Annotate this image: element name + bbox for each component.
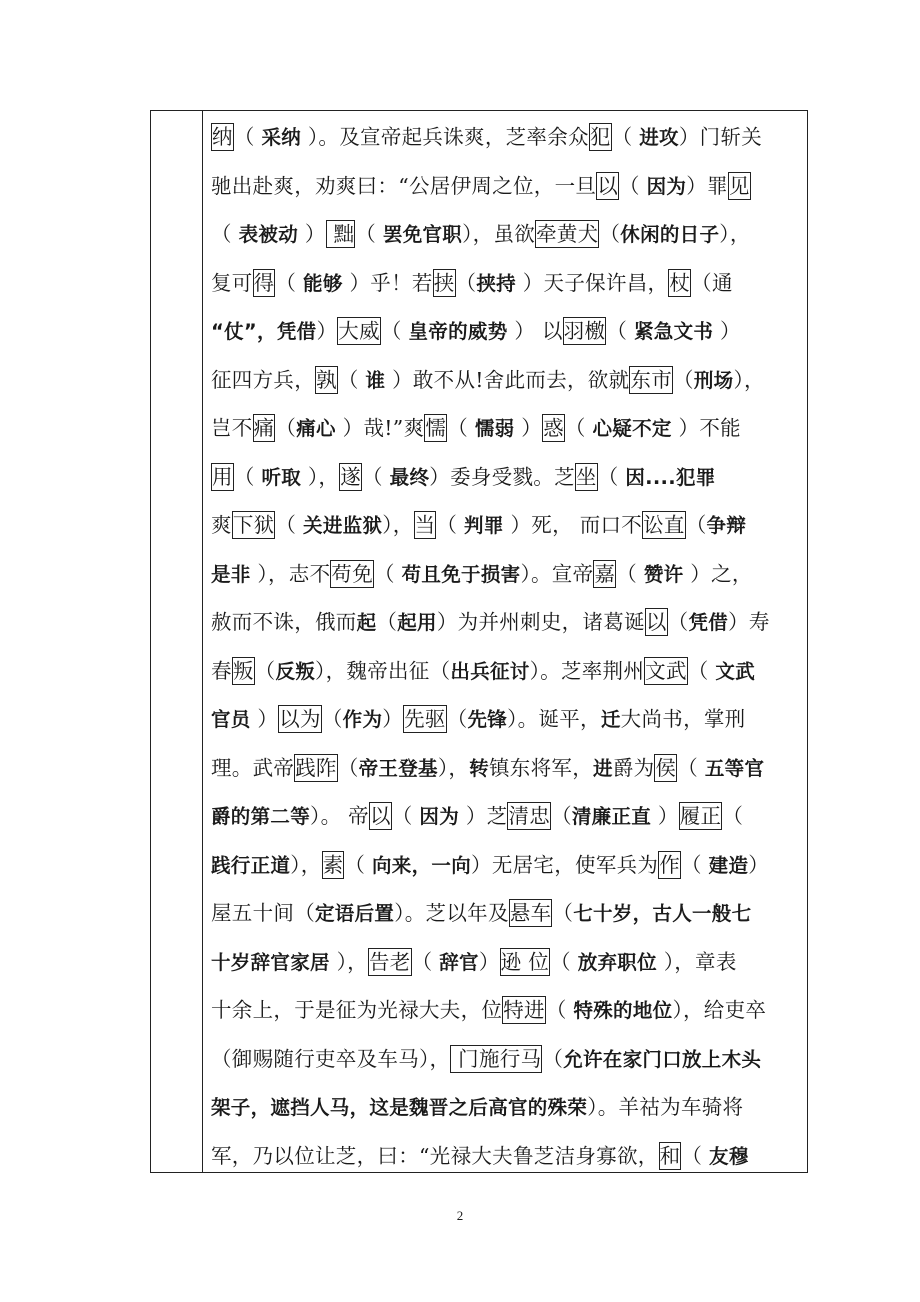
boxed-term: 文武	[645, 658, 687, 683]
annotation-text: 起用	[397, 611, 437, 634]
boxed-term: 见	[728, 173, 750, 198]
boxed-term: 特进	[503, 998, 545, 1022]
annotation-text: 转	[469, 756, 489, 780]
body-text: ）	[713, 319, 741, 343]
text-line	[211, 701, 811, 750]
body-text: ），给吏卒	[672, 998, 767, 1022]
body-text: （	[337, 755, 359, 780]
annotation-text: 挟持	[476, 271, 516, 295]
text-line	[211, 459, 811, 508]
body-text: ），	[329, 949, 368, 974]
text-line	[211, 507, 811, 556]
text-line	[211, 653, 811, 702]
body-text: 复可	[211, 270, 253, 295]
body-text: 爽	[211, 513, 232, 537]
text-line	[211, 119, 811, 168]
body-text: ），	[382, 513, 414, 537]
body-text: 屋五十间（	[211, 901, 315, 925]
body-text: ）。芝以年及	[394, 901, 509, 925]
body-text: （	[551, 804, 572, 828]
boxed-term: 作	[659, 852, 681, 877]
body-text: （	[599, 222, 621, 246]
boxed-term: 坐	[575, 464, 597, 489]
body-text: 春	[211, 658, 232, 683]
text-line	[211, 216, 811, 265]
body-text: 驰出赴爽，劝爽曰：“公居伊周之位，一旦	[211, 173, 597, 198]
annotation-text: 帝王登基	[358, 756, 438, 780]
annotation-text: 作为	[342, 708, 383, 731]
body-text: ）	[316, 319, 338, 343]
body-text: ） 以	[507, 319, 563, 343]
body-text: ）	[298, 222, 326, 246]
body-text: ）。宣帝	[520, 561, 594, 586]
annotation-text: 听取	[261, 465, 302, 489]
body-text: ）委身受戮。芝	[429, 464, 575, 489]
boxed-term: 逊 位	[500, 949, 550, 974]
text-line	[211, 847, 811, 896]
boxed-term: 懦	[425, 416, 447, 440]
body-text: ）罪	[686, 173, 728, 198]
annotation-text: 践行正道	[211, 853, 291, 877]
body-text: ）乎！若	[342, 270, 433, 295]
boxed-term: 牵黄犬	[536, 222, 599, 246]
text-line	[211, 1041, 811, 1090]
body-text: （	[321, 707, 343, 731]
boxed-term: 告老	[368, 949, 411, 974]
body-text: （	[597, 464, 626, 489]
annotation-text: 判罪	[464, 514, 504, 537]
body-text: （	[446, 707, 468, 731]
annotation-text: 官员	[211, 708, 251, 731]
boxed-term: 纳	[212, 125, 233, 149]
boxed-term: 嘉	[594, 561, 616, 586]
body-text: （	[391, 804, 420, 828]
annotation-text: 凭借	[276, 320, 317, 343]
text-line	[211, 168, 811, 217]
body-text: 赦而不诛，俄而	[211, 610, 357, 634]
body-text: （	[564, 416, 593, 440]
table-column-divider	[202, 111, 203, 1172]
annotation-text: 进攻	[639, 126, 679, 149]
text-content	[211, 119, 811, 1186]
body-text: （	[677, 755, 705, 780]
boxed-term: 门施行马	[451, 1046, 542, 1071]
body-text: （	[275, 270, 304, 295]
body-text: （	[436, 513, 465, 537]
boxed-term: 悬车	[509, 901, 552, 925]
annotation-text: 刑场	[693, 368, 734, 392]
annotation-text: 进	[593, 756, 613, 780]
body-text: 岂不	[211, 416, 253, 440]
boxed-term: 杖	[669, 270, 691, 295]
body-text: ）门斩关	[678, 125, 763, 149]
body-text: ），魏帝出征（	[315, 658, 451, 683]
body-text: （	[211, 222, 239, 246]
body-text: ）。 帝	[310, 804, 369, 828]
body-text: （	[344, 852, 372, 877]
text-line	[211, 265, 811, 314]
boxed-term: 用	[212, 464, 233, 489]
text-line	[211, 944, 811, 993]
annotation-text: 赞许	[643, 562, 684, 586]
boxed-term: 先驱	[404, 707, 446, 731]
text-line	[211, 1089, 811, 1138]
annotation-text: 凭借	[688, 611, 729, 634]
body-text: ）哉!”爽	[335, 416, 425, 440]
body-text: （	[687, 658, 716, 683]
annotation-text: 因为	[646, 174, 687, 198]
body-text: ）为并州刺史，诸葛诞	[436, 610, 645, 634]
text-line	[211, 556, 811, 605]
body-text: 十余上，于是征为光禄大夫，位	[211, 998, 503, 1022]
text-line	[211, 362, 811, 411]
body-text: ）不能	[671, 416, 741, 440]
body-text: （	[685, 513, 707, 537]
text-line	[211, 1138, 811, 1187]
annotation-text: 放弃职位	[577, 950, 657, 974]
body-text: （	[447, 416, 475, 440]
body-text: （	[550, 949, 578, 974]
body-text: 征四方兵，	[211, 367, 315, 392]
annotation-text: 起	[356, 611, 377, 634]
annotation-text: 建造	[708, 853, 749, 877]
body-text: 镇东将军，	[489, 755, 593, 780]
body-text: ）	[651, 804, 679, 828]
annotation-text: 辞官	[439, 950, 479, 974]
body-text: （	[722, 804, 744, 828]
body-text: ），	[437, 755, 470, 780]
body-text: （	[542, 1046, 564, 1071]
boxed-term: 素	[322, 852, 344, 877]
body-text: （	[380, 319, 409, 343]
text-line	[211, 410, 811, 459]
boxed-term: 以	[597, 173, 618, 198]
body-text: ）	[382, 707, 404, 731]
boxed-term: 痛	[253, 416, 275, 440]
body-text: 爵为	[612, 755, 655, 780]
body-text: ）。芝率荆州	[529, 658, 645, 683]
annotation-text: 因....犯罪	[625, 465, 716, 489]
body-text: （	[545, 998, 574, 1022]
annotation-text: 苟且免于损害	[401, 562, 521, 586]
annotation-text: 向来，一向	[372, 853, 472, 877]
body-text: （	[233, 464, 262, 489]
annotation-text: 表被动	[238, 223, 299, 246]
body-text: ），志不	[250, 561, 331, 586]
annotation-text: 七十岁，古人一般七	[573, 902, 752, 925]
body-text: （	[376, 610, 398, 634]
boxed-term: 下狱	[232, 513, 275, 537]
body-text: （	[552, 901, 574, 925]
annotation-text: “仗”，	[211, 320, 277, 343]
boxed-term: 苟免	[331, 561, 373, 586]
body-text: 理。武帝	[211, 755, 295, 780]
body-text: ）	[748, 852, 770, 877]
body-text: ），	[301, 464, 340, 489]
annotation-text: 文武	[715, 659, 756, 683]
annotation-text: 出兵征讨	[450, 659, 530, 683]
boxed-term: 大威	[338, 319, 380, 343]
body-text: （	[619, 173, 647, 198]
body-text: ）	[250, 707, 279, 731]
body-text: ），	[733, 367, 765, 392]
body-text: ）。及宣帝起兵诛爽，芝率余众	[301, 125, 589, 149]
annotation-text: 定语后置	[315, 902, 395, 925]
boxed-term: 以为	[279, 707, 321, 731]
boxed-term: 以	[369, 804, 391, 828]
body-text: ），章表	[656, 949, 737, 974]
boxed-term: 羽檄	[563, 319, 606, 343]
boxed-term: 挟	[433, 270, 455, 295]
annotation-text: 爵的第二等	[211, 805, 311, 828]
body-text: （	[681, 852, 709, 877]
text-line	[211, 604, 811, 653]
body-text: ）无居宅，使军兵为	[471, 852, 659, 877]
body-text: （御赐随行吏卒及车马），	[211, 1046, 451, 1071]
body-text: ）天子保许昌，	[515, 270, 669, 295]
body-text: （	[337, 367, 366, 392]
annotation-text: 因为	[419, 805, 460, 828]
body-text: （	[362, 464, 390, 489]
boxed-term: 侯	[655, 755, 677, 780]
body-text: （	[611, 125, 640, 149]
annotation-text: 紧急文书	[633, 320, 714, 343]
body-text: ）敢不从!舍此而去，欲就	[385, 367, 630, 392]
body-text: （	[606, 319, 634, 343]
body-text: （	[275, 513, 304, 537]
body-text: （	[254, 658, 276, 683]
body-text: （	[681, 1143, 710, 1168]
text-line	[211, 798, 811, 847]
body-text: ）之，	[683, 561, 753, 586]
annotation-text: 痛心	[296, 417, 336, 440]
annotation-text: 皇帝的威势	[408, 320, 508, 343]
boxed-term: 以	[645, 610, 667, 634]
annotation-text: 休闲的日子	[620, 223, 720, 246]
annotation-text: 清廉正直	[571, 805, 652, 828]
annotation-text: 能够	[303, 271, 343, 295]
body-text: （	[355, 222, 383, 246]
text-line	[211, 895, 811, 944]
annotation-text: 懦弱	[474, 417, 515, 440]
boxed-term: 和	[659, 1143, 681, 1168]
body-text: 军，乃以位让芝，曰：“光禄大夫鲁芝洁身寡欲，	[211, 1143, 659, 1168]
annotation-text: 先锋	[467, 708, 508, 731]
body-text: ）芝	[459, 804, 508, 828]
body-text: （	[455, 270, 477, 295]
annotation-text: 友穆	[709, 1144, 749, 1168]
text-line	[211, 750, 811, 799]
body-text: 大尚书，掌刑	[620, 707, 746, 731]
boxed-term: 黜	[326, 222, 355, 246]
annotation-text: 采纳	[261, 126, 302, 149]
annotation-text: 谁	[365, 368, 386, 392]
body-text: ）	[478, 949, 500, 974]
boxed-term: 惑	[543, 416, 564, 440]
boxed-term: 履正	[679, 804, 722, 828]
body-text: （	[275, 416, 297, 440]
annotation-text: 十岁辞官家居	[211, 950, 330, 974]
text-line	[211, 313, 811, 362]
body-text: ）。诞平，	[507, 707, 601, 731]
annotation-text: 特殊的地位	[573, 999, 673, 1022]
body-text: （	[667, 610, 689, 634]
page-number: 2	[456, 1208, 464, 1223]
body-text: ）	[514, 416, 543, 440]
body-text: ）死， 而口不	[503, 513, 643, 537]
boxed-term: 得	[253, 270, 275, 295]
body-text: （	[374, 561, 402, 586]
boxed-term: 清忠	[508, 804, 551, 828]
body-text: （	[233, 125, 262, 149]
body-text: ），虽欲	[462, 222, 536, 246]
body-text: ），	[290, 852, 322, 877]
body-text: ）。羊祜为车骑将	[587, 1095, 744, 1119]
annotation-text: 架子，遮挡人马，这是魏晋之后高官的殊荣	[211, 1096, 588, 1119]
body-text: （	[616, 561, 644, 586]
boxed-term: 践阼	[295, 755, 337, 780]
body-text: ），	[719, 222, 751, 246]
body-text: （	[411, 949, 440, 974]
annotation-text: 允许在家门口放上木头	[563, 1047, 762, 1071]
annotation-text: 关进监狱	[303, 514, 383, 537]
boxed-term: 东市	[630, 367, 673, 392]
annotation-text: 争辩	[706, 514, 747, 537]
annotation-text: 最终	[389, 465, 430, 489]
annotation-text: 五等官	[704, 756, 765, 780]
boxed-term: 讼直	[643, 513, 685, 537]
boxed-term: 孰	[316, 367, 337, 392]
annotation-text: 罢免官职	[382, 223, 463, 246]
boxed-term: 遂	[340, 464, 362, 489]
boxed-term: 当	[414, 513, 436, 537]
body-text: （通	[691, 270, 733, 295]
body-text: （	[673, 367, 694, 392]
boxed-term: 犯	[589, 125, 611, 149]
boxed-term: 叛	[232, 658, 254, 683]
annotation-text: 反叛	[275, 659, 316, 683]
annotation-text: 是非	[211, 562, 251, 586]
annotation-text: 心疑不定	[592, 417, 672, 440]
body-text: ）寿	[728, 610, 770, 634]
annotation-text: 迁	[600, 708, 621, 731]
text-line	[211, 992, 811, 1041]
